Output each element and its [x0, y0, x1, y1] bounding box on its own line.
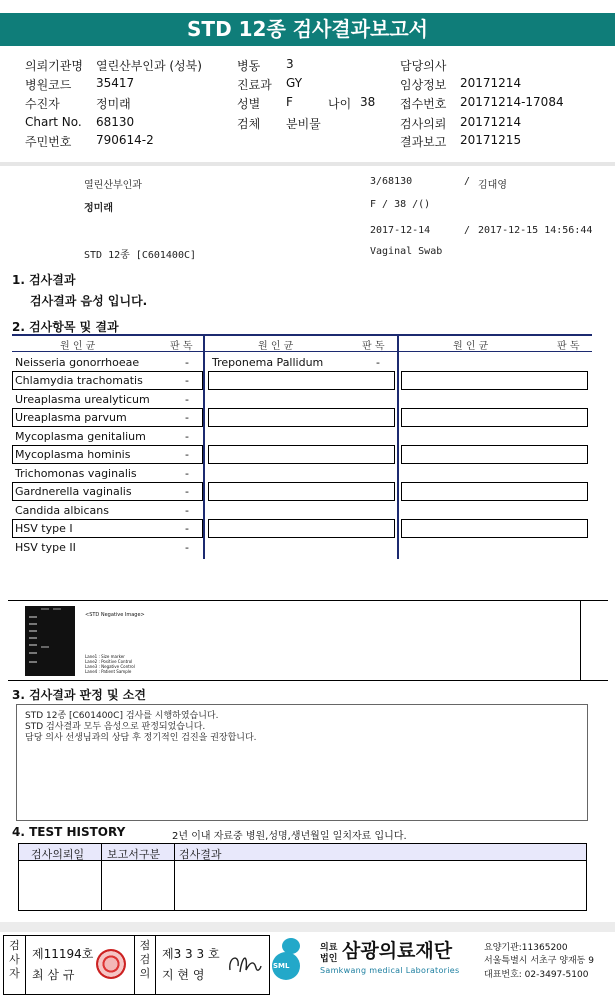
result-row-box [208, 519, 395, 538]
org-phone: 대표번호: 02-3497-5100 [484, 970, 589, 980]
opinion-box [16, 704, 588, 821]
col3-header-name: 원 인 균 [453, 341, 489, 352]
history-col-report-type: 보고서구분 [107, 848, 161, 861]
pathogen-name: Ureaplasma urealyticum [15, 393, 150, 406]
chart-no-label: Chart No. [25, 115, 82, 129]
section1-title: 1. 검사결과 [12, 273, 76, 287]
age-label: 나이 [328, 97, 352, 111]
report-title: STD 12종 검사결과보고서 [0, 13, 615, 46]
specimen-value: 분비물 [286, 117, 321, 131]
section2-title: 2. 검사항목 및 결과 [12, 320, 119, 334]
ward-value: 3 [286, 57, 294, 71]
section1-summary: 검사결과 음성 입니다. [30, 294, 148, 308]
tester-number: 제11194호 [32, 947, 94, 961]
info-sex-age: F / 38 /() [370, 199, 431, 210]
specimen-label: 검체 [237, 117, 261, 131]
resident-no-label: 주민번호 [25, 135, 72, 149]
result-row-box [401, 519, 588, 538]
ward-label: 병동 [237, 59, 261, 73]
result-row-box [208, 445, 395, 464]
info-slash-2: / [464, 225, 471, 236]
result-row-box [208, 408, 395, 427]
org-english-name: Samkwang medical Laboratories [320, 966, 460, 975]
section3-title: 3. 검사결과 판정 및 소견 [12, 688, 146, 702]
org-name: 삼광의료재단 [342, 940, 453, 962]
institution-value: 열린산부인과 (성북) [96, 59, 202, 73]
col2-header-result: 판 독 [362, 341, 385, 352]
pathogen-name: Chlamydia trachomatis [15, 374, 143, 387]
handwritten-signature [226, 948, 262, 980]
pathogen-result: - [185, 504, 189, 517]
hospital-code-label: 병원코드 [25, 78, 72, 92]
result-row-box [401, 371, 588, 390]
pathogen-name: Treponema Pallidum [212, 356, 324, 369]
pathogen-result: - [185, 541, 189, 554]
header-divider [0, 162, 615, 166]
history-table [18, 843, 587, 911]
pathogen-result: - [185, 374, 189, 387]
collector-label: 수진자 [25, 97, 60, 111]
gel-bottom-border [8, 680, 608, 681]
tester-label: 검사자 [4, 936, 26, 994]
column-divider-2 [397, 335, 399, 559]
results-column-1 [12, 352, 203, 559]
result-row-box [208, 371, 395, 390]
logo-text: SML [273, 962, 290, 970]
opinion-line: STD 검사결과 모두 음성으로 판정되었습니다. [25, 722, 206, 732]
pathogen-result: - [185, 430, 189, 443]
gel-electrophoresis-image [25, 606, 75, 676]
pathogen-result: - [185, 393, 189, 406]
pathogen-name: Gardnerella vaginalis [15, 485, 132, 498]
org-license: 요양기관:11365200 [484, 943, 568, 953]
pathogen-name: Mycoplasma genitalium [15, 430, 146, 443]
receipt-label: 접수번호 [400, 97, 447, 111]
age-value: 38 [360, 95, 376, 109]
receipt-value: 20171214-17084 [460, 95, 564, 109]
institution-label: 의뢰기관명 [25, 59, 83, 73]
tester-name: 최 삼 규 [32, 968, 75, 982]
report-label: 결과보고 [400, 135, 447, 149]
result-row-box [208, 482, 395, 501]
gel-top-border [8, 600, 608, 601]
info-slash-1: / [464, 176, 471, 187]
clinical-label: 임상정보 [400, 78, 447, 92]
pathogen-result: - [185, 356, 189, 369]
col1-header-result: 판 독 [170, 341, 193, 352]
gel-legend: Lane1 : Size marker Lane2 : Positive Control Lane3 : Negative Control Lane4 : Patient Sample [85, 654, 135, 674]
pathogen-result: - [185, 522, 189, 535]
gel-caption: <STD Negative Image> [85, 612, 145, 618]
result-row-box [401, 445, 588, 464]
table-top-border [12, 334, 592, 336]
request-value: 20171214 [460, 115, 522, 129]
pathogen-name: Neisseria gonorrhoeae [15, 356, 140, 369]
pathogen-result: - [185, 467, 189, 480]
col1-header-name: 원 인 균 [60, 341, 96, 352]
doctor-label: 담당의사 [400, 59, 447, 73]
pathogen-result: - [185, 485, 189, 498]
report-value: 20171215 [460, 133, 522, 147]
gel-right-border [580, 600, 581, 680]
inspector-number: 제3 3 3 호 [162, 947, 220, 961]
results-column-2 [207, 352, 395, 559]
pathogen-name: HSV type I [15, 522, 73, 535]
org-prefix-bottom: 법인 [320, 954, 338, 964]
info-specimen-type: Vaginal Swab [370, 246, 443, 257]
pathogen-result: - [185, 448, 189, 461]
info-chart-ref: 3/68130 [370, 176, 413, 187]
org-prefix-top: 의료 [320, 943, 338, 953]
pathogen-name: Candida albicans [15, 504, 109, 517]
pathogen-name: Trichomonas vaginalis [15, 467, 137, 480]
sex-label: 성별 [237, 97, 261, 111]
info-test-code: STD 12종 [C601400C] [84, 250, 197, 261]
pathogen-name: Mycoplasma hominis [15, 448, 131, 461]
result-row-box [401, 408, 588, 427]
official-seal-stamp [96, 949, 126, 979]
info-date-requested: 2017-12-14 [370, 225, 431, 236]
col3-header-result: 판 독 [557, 341, 580, 352]
pathogen-name: Ureaplasma parvum [15, 411, 127, 424]
results-column-3 [401, 352, 591, 559]
info-datetime-reported: 2017-12-15 14:56:44 [478, 225, 593, 236]
info-patient: 정미래 [84, 203, 113, 214]
sml-logo [272, 938, 314, 980]
opinion-line: STD 12종 [C601400C] 검사를 시행하였습니다. [25, 711, 219, 721]
pathogen-result: - [376, 356, 380, 369]
pathogen-name: HSV type II [15, 541, 76, 554]
collector-value: 정미래 [96, 97, 131, 111]
sex-value: F [286, 95, 293, 109]
org-address: 서울특별시 서초구 양재동 9 [484, 956, 594, 966]
pathogen-result: - [185, 411, 189, 424]
resident-no-value: 790614-2 [96, 133, 154, 147]
result-row-box [401, 482, 588, 501]
inspector-name: 지 현 영 [162, 968, 205, 982]
chart-no-value: 68130 [96, 115, 135, 129]
info-doctor-name: 김대영 [478, 180, 507, 191]
signature-box [3, 935, 270, 995]
history-col-result: 검사결과 [179, 848, 222, 861]
dept-value: GY [286, 76, 303, 90]
footer-divider [0, 922, 615, 932]
section4-title: 4. TEST HISTORY [12, 825, 126, 839]
column-divider-1 [203, 335, 205, 559]
info-clinic: 열린산부인과 [84, 180, 142, 191]
opinion-line: 담당 의사 선생님과의 상담 후 정기적인 검진을 권장합니다. [25, 733, 257, 743]
dept-label: 진료과 [237, 78, 272, 92]
request-label: 검사의뢰 [400, 117, 447, 131]
col2-header-name: 원 인 균 [258, 341, 294, 352]
history-col-request-date: 검사의뢰일 [31, 848, 85, 861]
inspector-label: 점검의 [134, 936, 156, 994]
clinical-value: 20171214 [460, 76, 522, 90]
history-note: 2년 이내 자료중 병원,성명,생년월일 일치자료 입니다. [172, 831, 407, 842]
hospital-code-value: 35417 [96, 76, 135, 90]
